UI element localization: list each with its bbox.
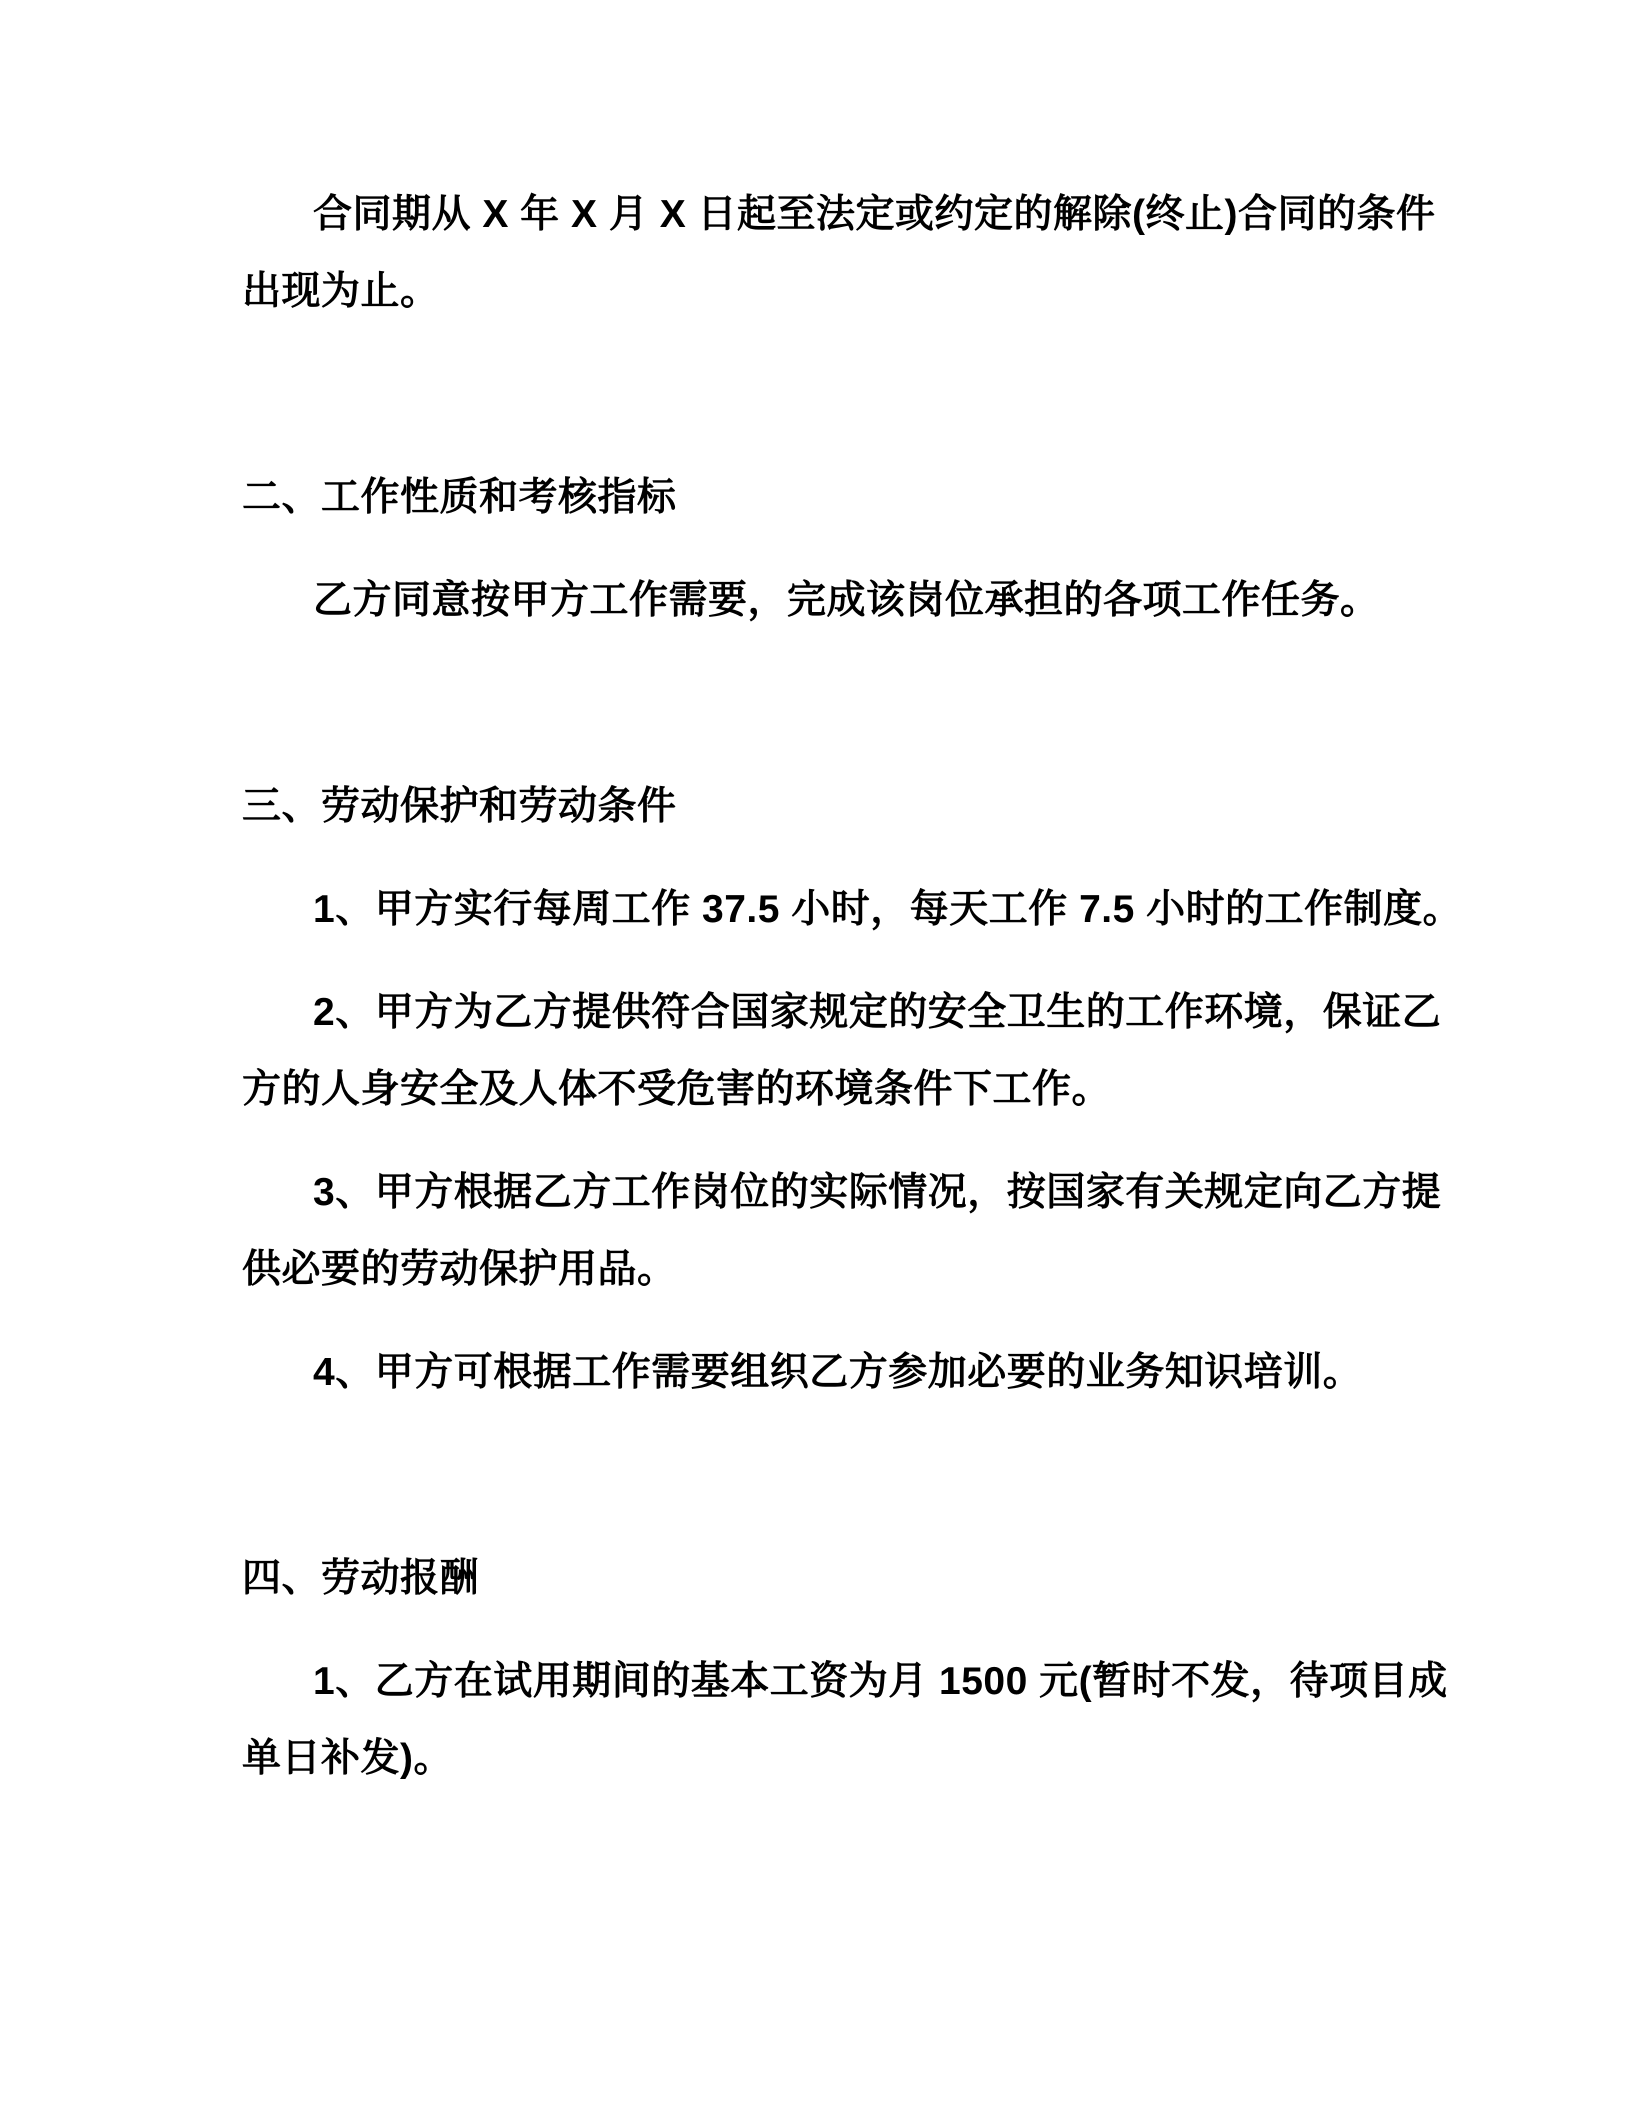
labor-protection-item-3: [242, 1154, 1441, 1308]
labor-pay-item-1: [242, 1643, 1448, 1797]
paragraph-line: 乙方同意按甲方工作需要，完成该岗位承担的各项工作任务。: [313, 579, 1380, 622]
paragraph-line: 2、甲方为乙方提供符合国家规定的安全卫生的工作环境，保证乙: [313, 991, 1442, 1034]
section-heading-labor-protection: [242, 768, 677, 845]
paragraph-line: 方的人身安全及人体不受危害的环境条件下工作。: [242, 1068, 1112, 1111]
paragraph-line: 合同期从 X 年 X 月 X 日起至法定或约定的解除(终止)合同的条件: [313, 193, 1436, 236]
labor-protection-item-2: [242, 974, 1441, 1128]
paragraph-line: 单日补发)。: [242, 1737, 453, 1780]
labor-protection-item-1: [242, 871, 1462, 948]
heading-line: 二、工作性质和考核指标: [242, 476, 677, 519]
paragraph-line: 出现为止。: [242, 270, 440, 313]
section-heading-labor-pay: [242, 1540, 479, 1617]
paragraph-line: 1、乙方在试用期间的基本工资为月 1500 元(暂时不发，待项目成: [313, 1660, 1448, 1703]
paragraph-line: 供必要的劳动保护用品。: [242, 1248, 677, 1291]
paragraph-line: 1、甲方实行每周工作 37.5 小时，每天工作 7.5 小时的工作制度。: [313, 888, 1463, 931]
section-heading-work-nature: [242, 459, 677, 536]
work-nature-paragraph: [242, 562, 1380, 639]
paragraph-line: 4、甲方可根据工作需要组织乙方参加必要的业务知识培训。: [313, 1351, 1363, 1394]
contract-term-paragraph: [242, 176, 1436, 330]
heading-line: 四、劳动报酬: [242, 1557, 480, 1600]
heading-line: 三、劳动保护和劳动条件: [242, 785, 677, 828]
labor-protection-item-4: [242, 1334, 1362, 1411]
paragraph-line: 3、甲方根据乙方工作岗位的实际情况，按国家有关规定向乙方提: [313, 1171, 1442, 1214]
